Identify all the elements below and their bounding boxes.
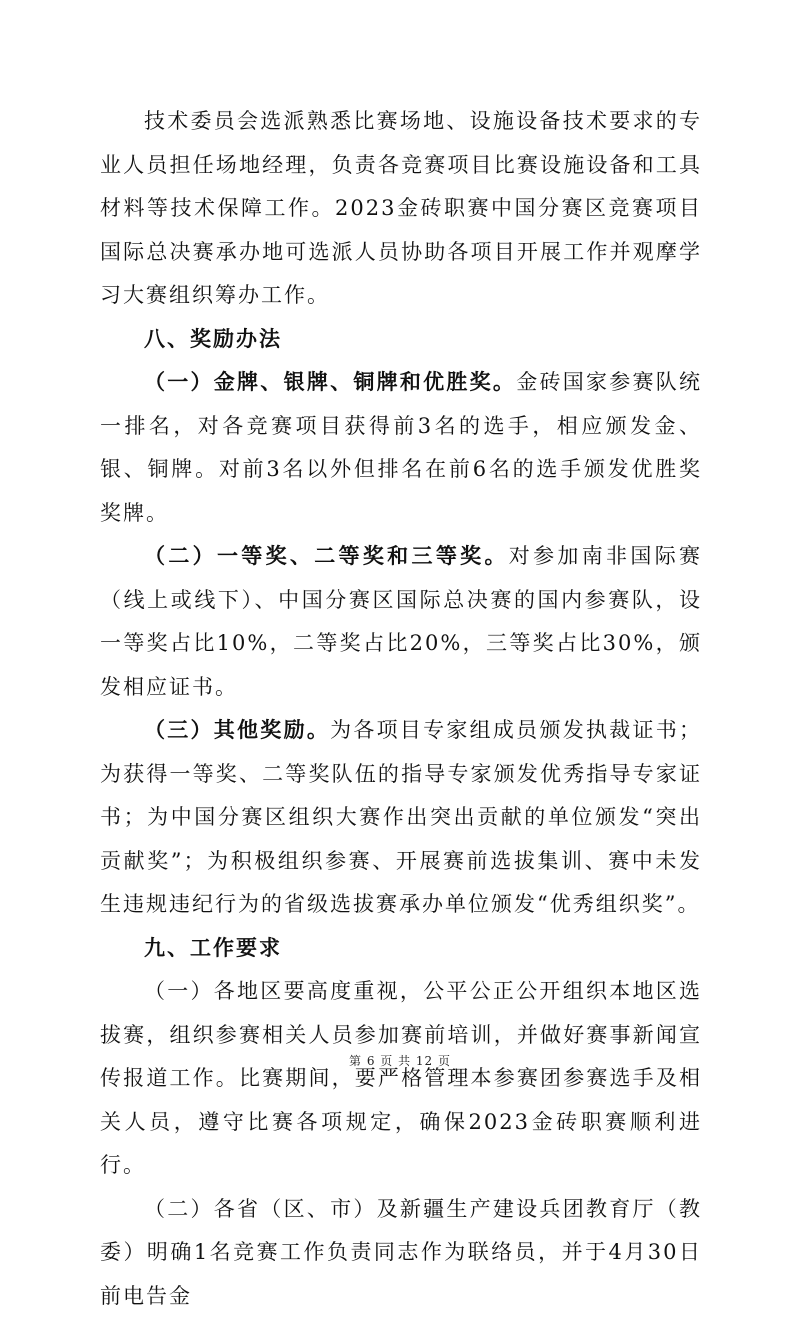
requirement-item-1 [100,970,702,1188]
award-item-lead: （一）金牌、银牌、铜牌和优胜奖。 [144,370,516,394]
paragraph-text: 技术委员会选派熟悉比赛场地、设施设备技术要求的专业人员担任场地经理，负责各竞赛项目比赛设施设备和工具材料等技术保障工作。2023金砖职赛中国分赛区竞赛项目国际总决赛承办地可选派人员协助各项目开展工作并观摩学习大赛组织筹办工作。 [100,109,702,307]
award-item-lead: （二）一等奖、二等奖和三等奖。 [144,544,509,568]
requirement-item-text: （一）各地区要高度重视，公平公正公开组织本地区选拔赛，组织参赛相关人员参加赛前培训，并做好赛事新闻宣传报道工作。比赛期间，要严格管理本参赛团参赛选手及相关人员，遵守比赛各项规定，确保2023金砖职赛顺利进行。 [100,979,702,1177]
award-item-text: 对参加南非国际赛（线上或线下）、中国分赛区国际总决赛的国内参赛队，设一等奖占比10%，二等奖占比20%，三等奖占比30%，颁发相应证书。 [100,544,702,699]
award-item-other [100,709,702,927]
section-heading-requirements: 九、工作要求 [100,927,702,971]
award-item-text: 金砖国家参赛队统一排名，对各竞赛项目获得前3名的选手，相应颁发金、银、铜牌。对前3名以外但排名在前6名的选手颁发优胜奖奖牌。 [100,370,702,525]
requirement-item-text: （二）各省（区、市）及新疆生产建设兵团教育厅（教委）明确1名竞赛工作负责同志作为联络员，并于4月30日前电告金 [100,1197,702,1308]
award-item-medals [100,361,702,535]
document-body [100,100,702,1318]
award-item-text: 为各项目专家组成员颁发执裁证书；为获得一等奖、二等奖队伍的指导专家颁发优秀指导专家证书；为中国分赛区组织大赛作出突出贡献的单位颁发“突出贡献奖”；为积极组织参赛、开展赛前选拔集训、赛中未发生违规违纪行为的省级选拔赛承办单位颁发“优秀组织奖”。 [100,718,702,916]
page-number-footer: 第 6 页 共 12 页 [0,1052,800,1069]
paragraph-venue-manager [100,100,702,318]
award-item-lead: （三）其他奖励。 [144,718,330,742]
section-heading-awards: 八、奖励办法 [100,318,702,362]
requirement-item-2 [100,1188,702,1318]
award-item-prizes [100,535,702,709]
